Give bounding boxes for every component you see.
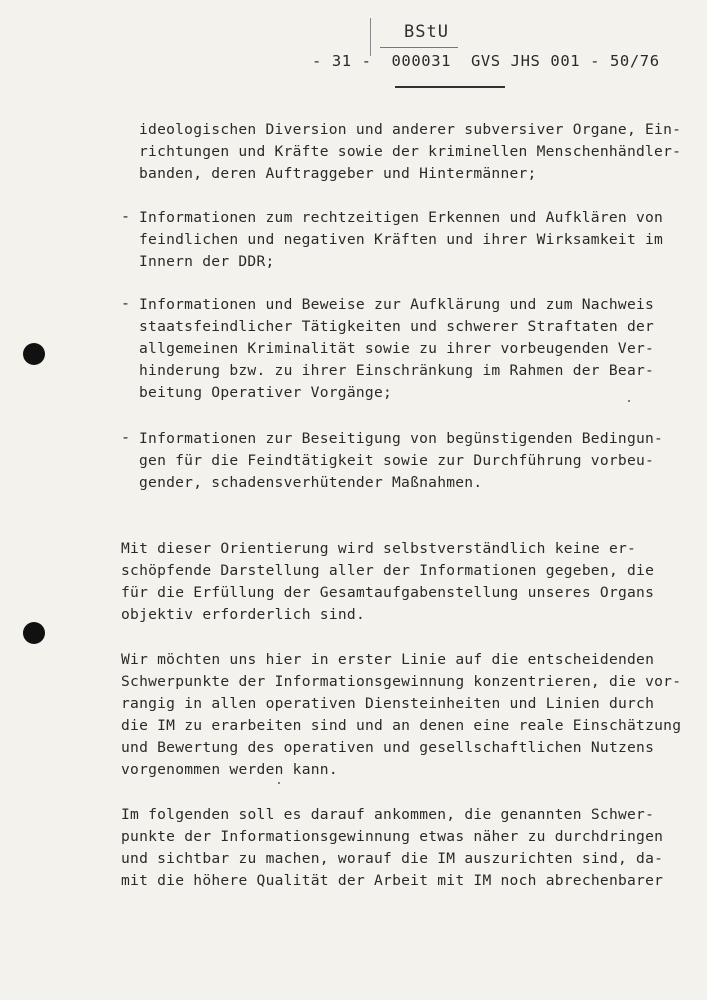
bullet-marker: -: [121, 207, 131, 225]
document-reference: GVS JHS 001 - 50/76: [470, 52, 660, 70]
paper-speck: [628, 400, 630, 402]
bullet-marker: -: [121, 294, 131, 312]
paper-speck: [278, 782, 280, 784]
text-line: objektiv erforderlich sind.: [121, 606, 365, 623]
text-line: mit die höhere Qualität der Arbeit mit IM noch abrechenbarer: [121, 872, 664, 889]
text-line: Schwerpunkte der Informationsgewinnung konzentrieren, die vor-: [121, 673, 682, 690]
text-line: Im folgenden soll es darauf ankommen, die genannten Schwer-: [121, 806, 655, 823]
text-line: ideologischen Diversion und anderer subversiver Organe, Ein-: [139, 121, 682, 138]
bullet-line: allgemeinen Kriminalität sowie zu ihrer vorbeugenden Ver-: [139, 340, 655, 357]
text-line: rangig in allen operativen Diensteinheiten und Linien durch: [121, 695, 655, 712]
punch-hole: [23, 343, 45, 365]
bullet-line: gen für die Feindtätigkeit sowie zur Durchführung vorbeu-: [139, 452, 655, 469]
archive-number: 000031: [391, 52, 452, 70]
page-number: - 31 -: [312, 52, 372, 70]
bullet-line: Informationen zum rechtzeitigen Erkennen und Aufklären von: [139, 209, 664, 226]
page-header: [312, 52, 660, 70]
bullet-line: staatsfeindlicher Tätigkeiten und schwerer Straftaten der: [139, 318, 655, 335]
text-line: Mit dieser Orientierung wird selbstverständlich keine er-: [121, 540, 637, 557]
header-underline: [395, 86, 505, 88]
bullet-line: beitung Operativer Vorgänge;: [139, 384, 393, 401]
text-line: vorgenommen werden kann.: [121, 761, 338, 778]
text-line: für die Erfüllung der Gesamtaufgabenstellung unseres Organs: [121, 584, 655, 601]
text-line: die IM zu erarbeiten sind und an denen eine reale Einschätzung: [121, 717, 682, 734]
text-line: und sichtbar zu machen, worauf die IM auszurichten sind, da-: [121, 850, 664, 867]
text-line: und Bewertung des operativen und gesellschaftlichen Nutzens: [121, 739, 655, 756]
bullet-marker: -: [121, 428, 131, 446]
bullet-line: Informationen zur Beseitigung von begünstigenden Bedingun-: [139, 430, 664, 447]
bullet-line: Informationen und Beweise zur Aufklärung und zum Nachweis: [139, 296, 655, 313]
bullet-line: hinderung bzw. zu ihrer Einschränkung im Rahmen der Bear-: [139, 362, 655, 379]
bullet-line: gender, schadensverhütender Maßnahmen.: [139, 474, 483, 491]
text-line: schöpfende Darstellung aller der Informationen gegeben, die: [121, 562, 655, 579]
stamp-divider: [380, 47, 458, 48]
bullet-line: feindlichen und negativen Kräften und ihrer Wirksamkeit im: [139, 231, 664, 248]
text-line: banden, deren Auftraggeber und Hintermänner;: [139, 165, 537, 182]
punch-hole: [23, 622, 45, 644]
text-line: richtungen und Kräfte sowie der kriminellen Menschenhändler-: [139, 143, 682, 160]
bullet-line: Innern der DDR;: [139, 253, 275, 270]
text-line: punkte der Informationsgewinnung etwas näher zu durchdringen: [121, 828, 664, 845]
text-line: Wir möchten uns hier in erster Linie auf die entscheidenden: [121, 651, 655, 668]
stamp-label: BStU: [404, 22, 449, 42]
